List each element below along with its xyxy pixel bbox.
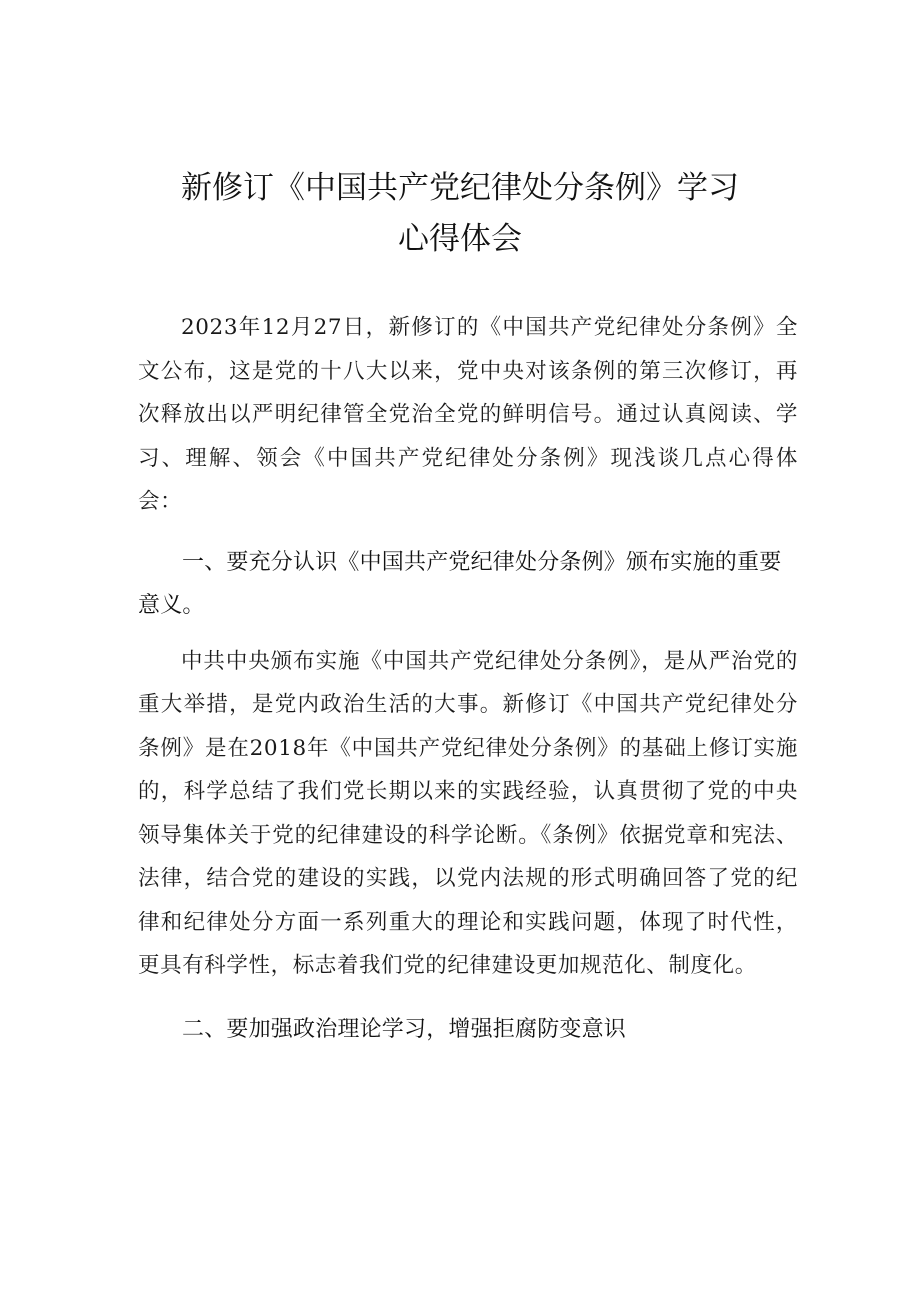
- spacer: [138, 988, 798, 1008]
- section-heading-2: 二、要加强政治理论学习，增强拒腐防变意识: [182, 1016, 627, 1042]
- document-body: [138, 306, 798, 1051]
- spacer: [138, 524, 798, 541]
- title-line-2: 心得体会: [398, 221, 522, 257]
- intro-paragraph: 2023年12月27日，新修订的《中国共产党纪律处分条例》全文公布，这是党的十八大以来，党中央对该条例的第三次修订，再次释放出以严明纪律管全党治全党的鲜明信号。通过认真阅读、学习、理解、领会《中国共产党纪律处分条例》现浅谈几点心得体会：: [138, 315, 798, 514]
- title-line-1: 新修订《中国共产党纪律处分条例》学习: [181, 170, 739, 206]
- section-heading-1: 一、要充分认识《中国共产党纪律处分条例》颁布实施的重要意义。: [138, 549, 782, 618]
- document-title: [0, 163, 920, 265]
- spacer: [138, 628, 798, 640]
- section-1-paragraph: 中共中央颁布实施《中国共产党纪律处分条例》，是从严治党的重大举措，是党内政治生活的大事。新修订《中国共产党纪律处分条例》是在2018年《中国共产党纪律处分条例》的基础上修订实施的，科学总结了我们党长期以来的实践经验，认真贯彻了党的中央领导集体关于党的纪律建设的科学论断。《条例》依据党章和宪法、法律，结合党的建设的实践，以党内法规的形式明确回答了党的纪律和纪律处分方面一系列重大的理论和实践问题，体现了时代性，更具有科学性，标志着我们党的纪律建设更加规范化、制度化。: [138, 648, 798, 978]
